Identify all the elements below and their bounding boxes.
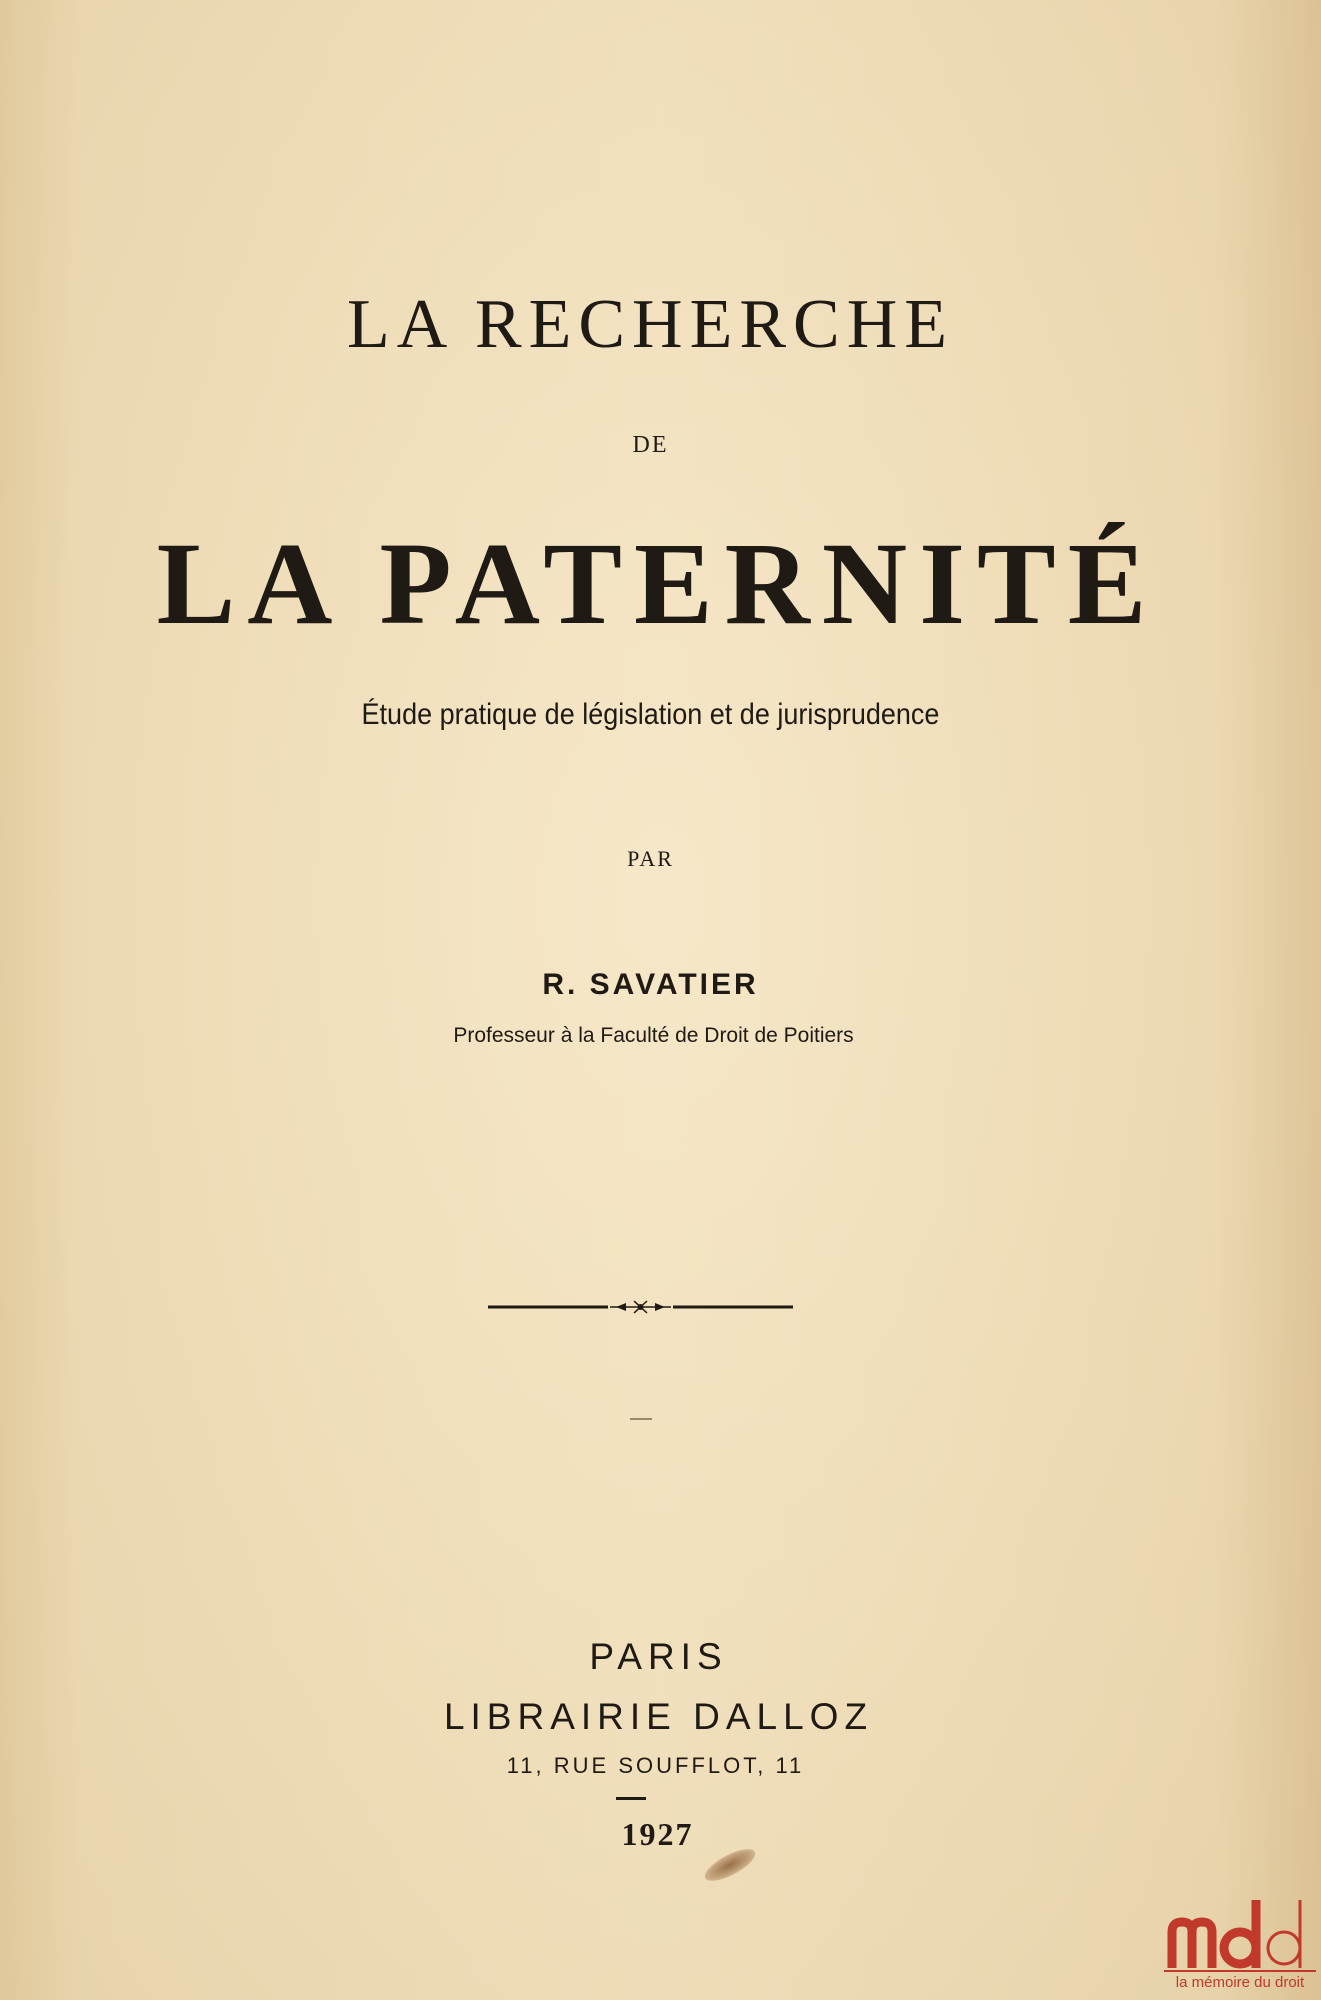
mdd-watermark-logo bbox=[1164, 1892, 1316, 1996]
title-connector: DE bbox=[632, 432, 669, 458]
imprint-year: 1927 bbox=[621, 1816, 694, 1852]
by-label: PAR bbox=[627, 846, 674, 871]
imprint-address: 11, RUE SOUFFLOT, 11 bbox=[506, 1753, 805, 1778]
subtitle: Étude pratique de législation et de jurisprudence bbox=[361, 698, 940, 731]
title-line-2: LA PATERNITÉ bbox=[156, 518, 1159, 649]
mdd-logo-caption: la mémoire du droit bbox=[1175, 1974, 1305, 1991]
mdd-logo-icon bbox=[1164, 1892, 1316, 1972]
imprint-publisher: LIBRAIRIE DALLOZ bbox=[443, 1696, 874, 1737]
author-name: R. SAVATIER bbox=[542, 968, 759, 1001]
imprint-city: PARIS bbox=[589, 1636, 728, 1677]
printer-mark bbox=[630, 1418, 652, 1420]
separator-dash bbox=[616, 1797, 646, 1800]
author-role: Professeur à la Faculté de Droit de Poitiers bbox=[453, 1024, 854, 1047]
title-line-1: LA RECHERCHE bbox=[346, 286, 955, 363]
ornamental-rule bbox=[488, 1298, 793, 1316]
